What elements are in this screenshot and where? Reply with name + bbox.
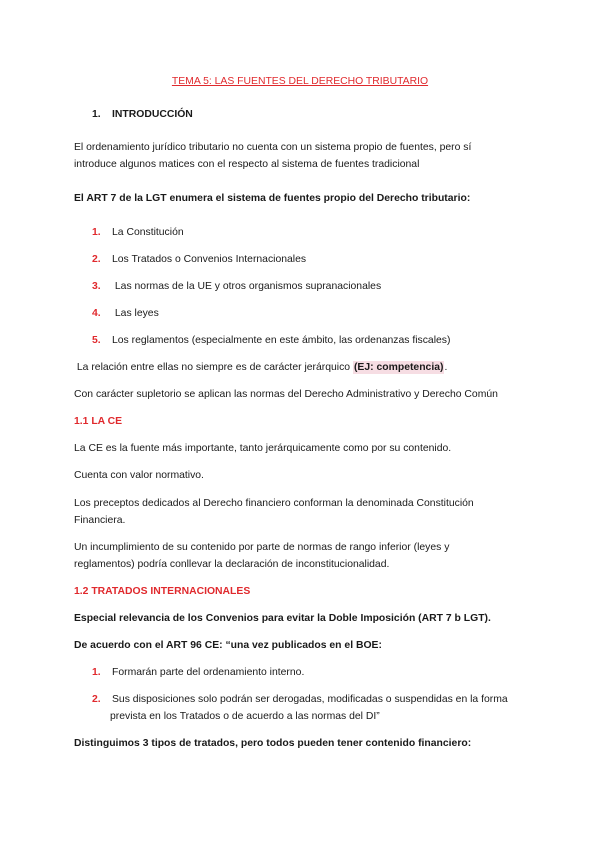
relation-text: La relación entre ellas no siempre es de carácter jerárquico (74, 362, 353, 373)
document-title: TEMA 5: LAS FUENTES DEL DERECHO TRIBUTARIO (171, 76, 429, 87)
list-text: Los reglamentos (especialmente en este ámbito, las ordenanzas fiscales) (112, 335, 451, 346)
ce-paragraph-3-line1: Los preceptos dedicados al Derecho financiero conforman la denominada Constitución (74, 498, 474, 509)
list-text: Los Tratados o Convenios Internacionales (112, 254, 307, 265)
section-heading-tratados: 1.2 TRATADOS INTERNACIONALES (74, 586, 251, 597)
ce-paragraph-4-line2: reglamentos) podría conllevar la declaración de inconstitucionalidad. (74, 559, 390, 570)
ce-paragraph-1: La CE es la fuente más importante, tanto jerárquicamente como por su contenido. (74, 443, 452, 454)
source-list-item (92, 226, 184, 240)
art96-list-item-continuation: prevista en los Tratados o de acuerdo a las normas del DI” (110, 711, 380, 722)
list-number: 1. (92, 667, 101, 678)
relation-period: . (444, 362, 448, 373)
section-number: 1. (92, 109, 101, 120)
list-number: 4. (92, 308, 101, 319)
source-list-item (92, 253, 306, 267)
ce-paragraph-2: Cuenta con valor normativo. (74, 470, 204, 481)
section-heading-introduccion (92, 108, 193, 122)
list-number: 1. (92, 227, 101, 238)
source-list-item (92, 334, 450, 348)
list-text: Las normas de la UE y otros organismos supranacionales (112, 281, 382, 292)
tratados-tipos: Distinguimos 3 tipos de tratados, pero todos pueden tener contenido financiero: (74, 738, 472, 749)
list-text: La Constitución (112, 227, 184, 238)
art96-list-item (92, 666, 304, 680)
section-heading-ce: 1.1 LA CE (74, 416, 123, 427)
relation-paragraph (74, 361, 447, 375)
tratados-relevancia: Especial relevancia de los Convenios para evitar la Doble Imposición (ART 7 b LGT). (74, 613, 491, 624)
ce-paragraph-4-line1: Un incumplimiento de su contenido por parte de normas de rango inferior (leyes y (74, 542, 450, 553)
tratados-art96: De acuerdo con el ART 96 CE: “una vez publicados en el BOE: (74, 640, 382, 651)
list-text: Formarán parte del ordenamiento interno. (112, 667, 305, 678)
intro-paragraph-line2: introduce algunos matices con el respecto al sistema de fuentes tradicional (74, 159, 420, 170)
list-text: Las leyes (112, 308, 159, 319)
art7-statement: El ART 7 de la LGT enumera el sistema de fuentes propio del Derecho tributario: (74, 193, 471, 204)
supletorio-paragraph: Con carácter supletorio se aplican las normas del Derecho Administrativo y Derecho Común (74, 389, 498, 400)
list-number: 3. (92, 281, 101, 292)
section-label: INTRODUCCIÓN (112, 109, 193, 120)
list-number: 2. (92, 254, 101, 265)
art96-list-item (92, 693, 508, 707)
source-list-item (92, 307, 159, 321)
list-number: 5. (92, 335, 101, 346)
competencia-highlight: (EJ: competencia) (353, 362, 444, 373)
source-list-item (92, 280, 381, 294)
intro-paragraph-line1: El ordenamiento jurídico tributario no cuenta con un sistema propio de fuentes, pero sí (74, 142, 472, 153)
list-text: Sus disposiciones solo podrán ser derogadas, modificadas o suspendidas en la forma (112, 694, 508, 705)
ce-paragraph-3-line2: Financiera. (74, 515, 126, 526)
list-number: 2. (92, 694, 101, 705)
